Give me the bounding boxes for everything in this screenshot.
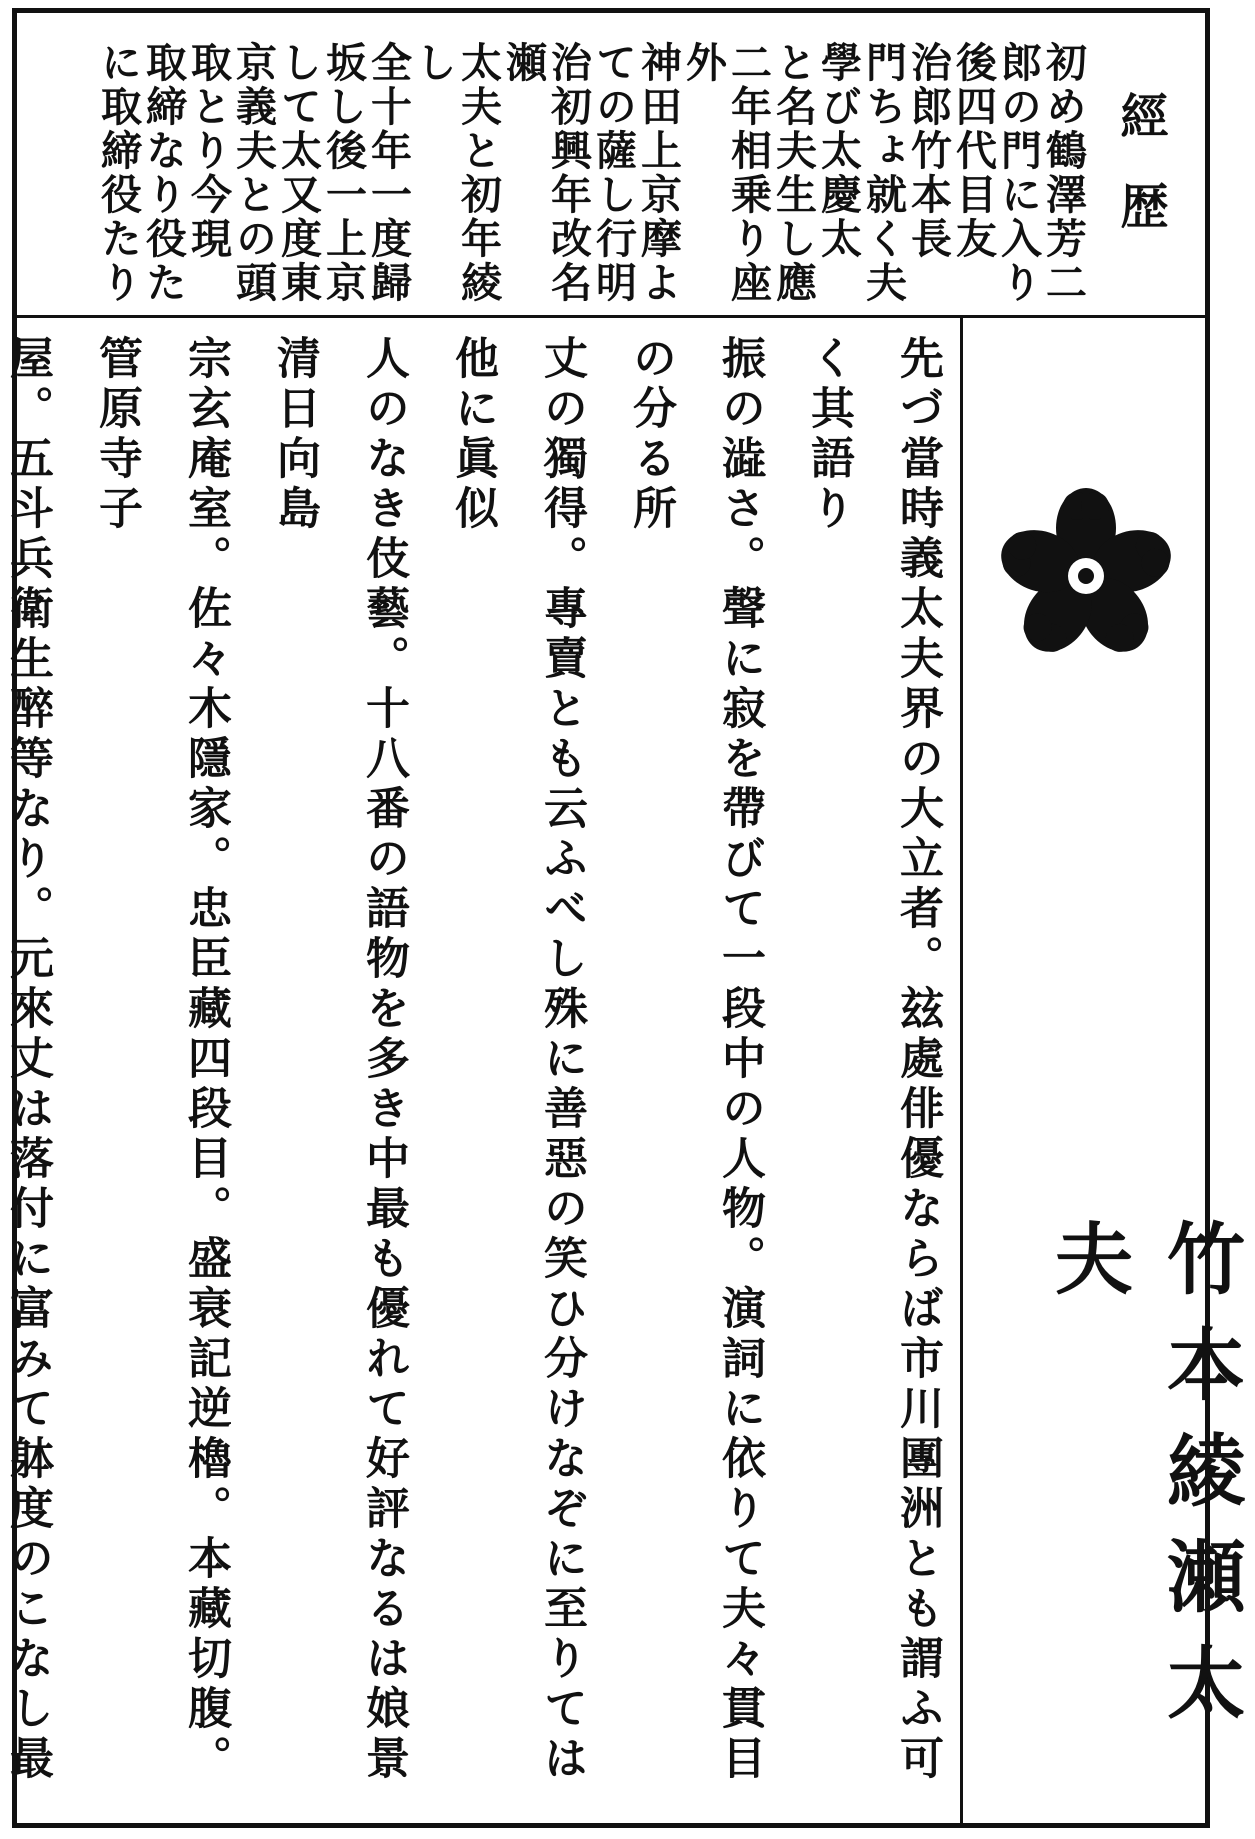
career-column: 太夫と初年綾し	[409, 41, 502, 305]
career-column: 取締なり役た	[139, 41, 187, 305]
page-frame	[2, 8, 1245, 1828]
career-column: 治初興年改名瀬	[499, 41, 592, 305]
career-column: して太又度東	[274, 41, 322, 305]
career-column: 門ちょ就く夫	[859, 41, 907, 305]
career-column: 京義夫との頭	[229, 41, 277, 305]
career-column: 取とり今現	[184, 41, 232, 261]
career-column: 郎の門に入り	[994, 41, 1042, 305]
career-column: 神田上京摩よ	[634, 41, 682, 305]
career-column: ての薩し行明	[589, 41, 637, 305]
title-sidebar	[960, 318, 1245, 1823]
career-column: 初め鶴澤芳二	[1039, 41, 1087, 305]
review-column: 先づ當時義太夫界の大立者。玆處俳優ならば市川團洲とも謂ふ可く其語り	[803, 335, 943, 1785]
career-column: と名夫生し應	[769, 41, 817, 305]
career-heading: 經歴	[1112, 91, 1168, 271]
career-section	[17, 13, 1205, 318]
review-column: 丈の獨得。專賣とも云ふべし殊に善惡の笑ひ分けなぞに至りては他に眞似	[447, 335, 587, 1785]
career-column: 後四代目友	[949, 41, 997, 261]
flower-crest-icon	[996, 486, 1176, 666]
career-column: 二年相乗り座外	[679, 41, 772, 305]
review-column: 人のなき伎藝。十八番の語物を多き中最も優れて好評なるは娘景清日向島	[269, 335, 409, 1785]
performer-name: 竹本綾瀬太夫	[1042, 1218, 1245, 1748]
career-column: 坂し後一上京	[319, 41, 367, 305]
career-text	[95, 41, 1085, 309]
review-column: 宗玄庵室。佐々木隱家。忠臣藏四段目。盛衰記逆櫓。本藏切腹。管原寺子	[91, 335, 231, 1785]
career-column: 全十年一度歸	[364, 41, 412, 305]
career-column: に取締役たり	[94, 41, 142, 305]
review-column: 振の澁さ。聲に寂を帶びて一段中の人物。演詞に依りて夫々貫目の分る所	[625, 335, 765, 1785]
review-column: 屋。五斗兵衛生醉等なり。元來丈は落付に富みて躰度のこなし最	[2, 335, 53, 1785]
career-column: 學び太慶太	[814, 41, 862, 261]
review-text	[2, 335, 962, 1815]
career-column: 治郎竹本長	[904, 41, 952, 261]
